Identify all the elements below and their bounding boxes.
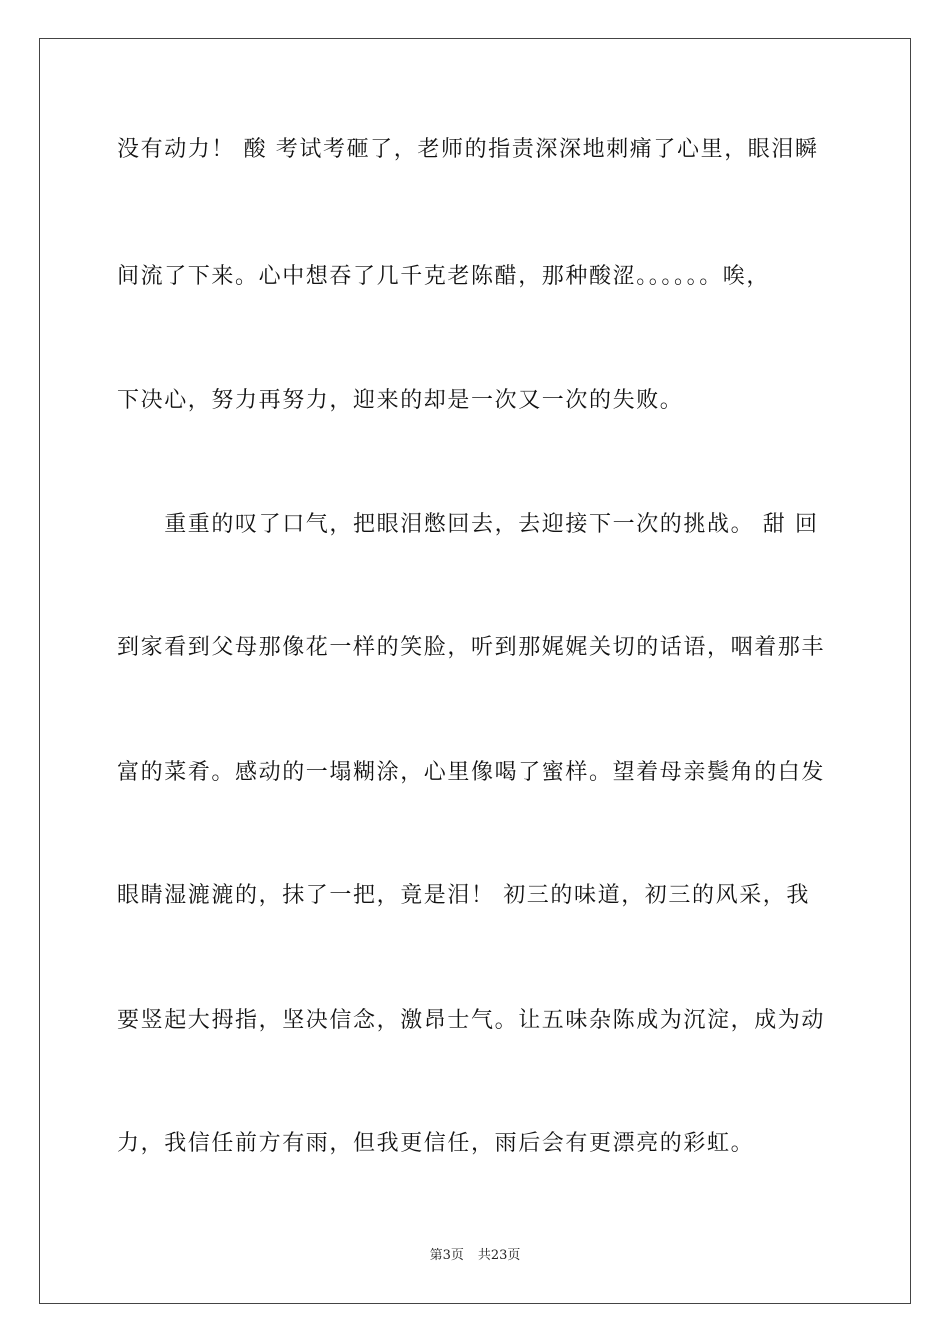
text-line-7: 眼睛湿漉漉的，抹了一把，竟是泪！ 初三的味道，初三的风采，我: [117, 883, 810, 908]
page-footer: [0, 1247, 950, 1265]
text-line-3: 下决心，努力再努力，迎来的却是一次又一次的失败。: [117, 388, 684, 413]
text-line-8: 要竖起大拇指，坚决信念，激昂士气。让五味杂陈成为沉淀，成为动: [117, 1008, 826, 1033]
text-line-4: 重重的叹了口气，把眼泪憋回去，去迎接下一次的挑战。 甜 回: [117, 512, 819, 537]
text-line-5: 到家看到父母那像花一样的笑脸，听到那娓娓关切的话语，咽着那丰: [117, 635, 826, 660]
page-total: 共23页: [477, 1248, 521, 1263]
text-line-2: 间流了下来。心中想吞了几千克老陈醋，那种酸涩。。。。。。唉，: [117, 264, 771, 289]
text-line-9: 力，我信任前方有雨，但我更信任，雨后会有更漂亮的彩虹。: [117, 1131, 755, 1156]
page-number: 第3页: [429, 1248, 464, 1263]
page-border: [39, 38, 911, 1304]
text-line-1: 没有动力！ 酸 考试考砸了，老师的指责深深地刺痛了心里，眼泪瞬: [117, 137, 819, 162]
text-line-6: 富的菜肴。感动的一塌糊涂，心里像喝了蜜样。望着母亲鬓角的白发: [117, 760, 826, 785]
